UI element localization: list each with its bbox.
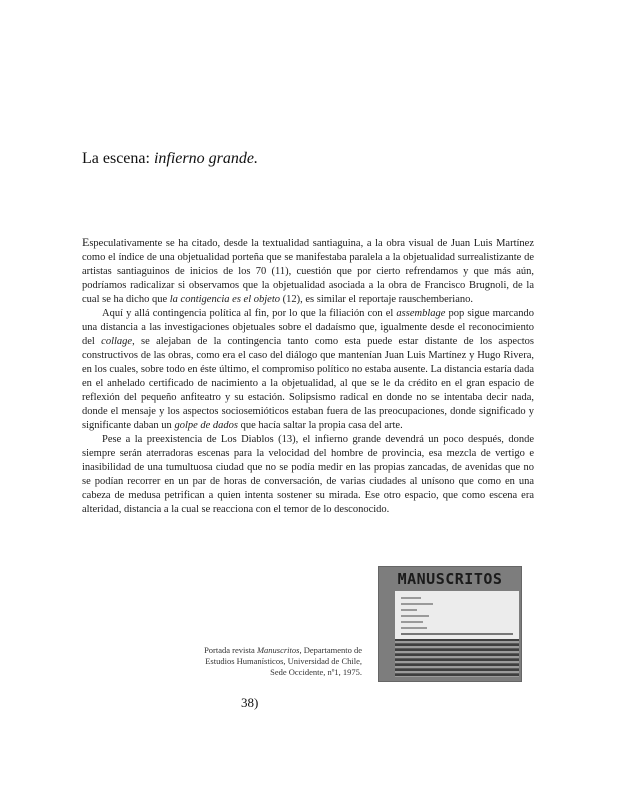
magazine-cover-image bbox=[378, 566, 522, 682]
text-run: Aquí y allá contingencia política al fin, por lo que la filiación con el bbox=[102, 308, 397, 319]
cover-text-line bbox=[401, 627, 427, 629]
text-run: (12), es similar el reportaje rauschemberiano. bbox=[280, 294, 474, 305]
body-text bbox=[82, 235, 534, 517]
caption-rest: , Departamento de Estudios Humanísticos, Universidad de Chile, Sede Occidente, nº1, 1975. bbox=[205, 645, 362, 677]
italic-run: collage bbox=[101, 336, 133, 347]
cover-stripes-pattern bbox=[395, 639, 519, 677]
italic-run: la contigencia es el objeto bbox=[169, 294, 280, 305]
cover-text-line bbox=[401, 615, 429, 617]
text-run: Pese a la preexistencia de Los Diablos (13), el infierno grande devendrá un poco después, donde siempre serán aterradoras escenas para la velocidad del hombre de provincia, esa mezcla de vertigo e inasibilidad de una tumultuosa ciudad que no se podía medir en las propias zancadas, de avenidas que no se podían recorrer en un par de horas de conversación, de varias ciudades al unísono que como en una cabeza de medusa petrifican a quien intenta sostener su mirada. Ese otro espacio, que como escena era alteridad, distancia a la cual se reacciona con el temor de lo desconocido. bbox=[82, 434, 534, 515]
paragraph-1 bbox=[82, 235, 534, 307]
paragraph-2 bbox=[82, 307, 534, 433]
cover-text-line bbox=[401, 621, 423, 623]
text-run: , se alejaban de la contingencia tanto como esta puede estar distante de los aspectos constructivos de las obras, como era el caso del diálogo que mantenían Juan Luis Martínez y Hugo Rivera, en los cuales, sobre todo en éste último, el compromiso político no estaba ausente. La distancia estaría dada en el anhelado certificado de nacimiento a la objetualidad, al que se le da crédito en el gran espacio de reflexión del pequeño anfiteatro y su estación. Solipsismo radical en donde no se intentaba decir nada, donde el mensaje y los aspectos sociosemióticos estaban fuera de las preocupaciones, donde significado y significante daban un bbox=[82, 336, 534, 431]
cover-title: MANUSCRITOS bbox=[397, 570, 503, 588]
italic-run: golpe de dados bbox=[174, 420, 239, 431]
caption-journal: Manuscritos bbox=[256, 645, 300, 655]
figure-caption bbox=[190, 645, 362, 678]
caption-prefix: Portada revista bbox=[204, 645, 257, 655]
cover-text-line bbox=[401, 633, 513, 635]
text-run: que hacía saltar la propia casa del arte. bbox=[238, 420, 403, 431]
page-number: 38) bbox=[241, 695, 259, 710]
cover-text-line bbox=[401, 609, 417, 611]
text-run: speculativamente se ha citado, desde la textualidad santiaguina, a la obra visual de Juan Luis Martínez como el índice de una objetualidad porteña que se manifestaba paralela a la objetualidad surrealistizante de artistas santiaguinos de inicios de los 70 (11), cuestión que por cierto refrendamos y que más aún, podríamos radicalizar si observamos que la objetualidad asociada a la obra de Francisco Brugnoli, de la cual se ha dicho que bbox=[82, 238, 534, 305]
cover-text-line bbox=[401, 597, 421, 599]
text-run: pop sigue marcando una distancia a las investigaciones objetuales sobre el dadaísmo que, igualmente desde el reconocimiento del bbox=[82, 308, 535, 347]
heading-prefix: La escena: bbox=[82, 150, 154, 167]
paragraph-3 bbox=[82, 433, 534, 517]
section-heading bbox=[82, 150, 258, 168]
cover-text-line bbox=[401, 603, 433, 605]
paragraph-lead-letter: E bbox=[82, 235, 90, 249]
heading-emphasis: infierno grande. bbox=[153, 150, 258, 167]
italic-run: assemblage bbox=[396, 308, 446, 319]
